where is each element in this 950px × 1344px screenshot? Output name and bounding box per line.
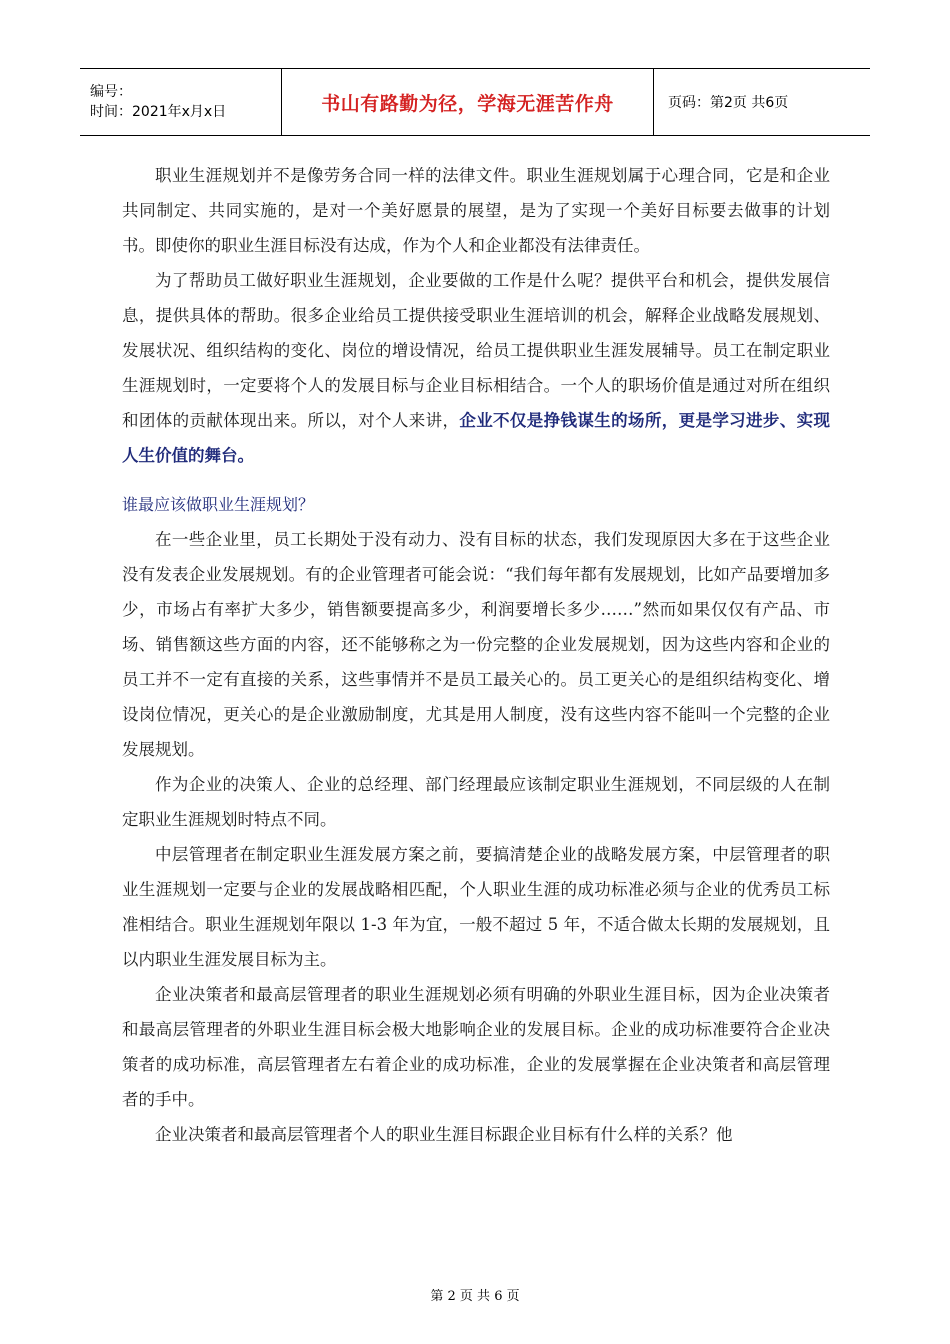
motto-text: 书山有路勤为径，学海无涯苦作舟 — [321, 92, 614, 115]
number-label: 编号： — [90, 84, 132, 100]
header-page-info — [654, 69, 870, 135]
paragraph-3: 在一些企业里，员工长期处于没有动力、没有目标的状态，我们发现原因大多在于这些企业没有发表企业发展规划。有的企业管理者可能会说：“我们每年都有发展规划，比如产品要增加多少，市场占有率扩大多少，销售额要提高多少，利润要增长多少……”然而如果仅仅有产品、市场、销售额这些方面的内容，还不能够称之为一份完整的企业发展规划，因为这些内容和企业的员工并不一定有直接的关系，这些事情并不是员工最关心的。员工更关心的是组织结构变化、增设岗位情况，更关心的是企业激励制度，尤其是用人制度，没有这些内容不能叫一个完整的企业发展规划。 — [122, 530, 830, 759]
paragraph-4: 作为企业的决策人、企业的总经理、部门经理最应该制定职业生涯规划，不同层级的人在制定职业生涯规划时特点不同。 — [122, 775, 830, 829]
paragraph-1: 职业生涯规划并不是像劳务合同一样的法律文件。职业生涯规划属于心理合同，它是和企业共同制定、共同实施的，是对一个美好愿景的展望，是为了实现一个美好目标要去做事的计划书。即使你的职业生涯目标没有达成，作为个人和企业都没有法律责任。 — [122, 166, 830, 255]
page-info-text: 页码：第2页 共6页 — [668, 95, 789, 111]
header-motto — [282, 69, 654, 135]
header-meta — [80, 69, 282, 135]
time-label: 时间：2021年x月x日 — [90, 104, 227, 120]
paragraph-2 — [122, 263, 830, 473]
paragraph-5: 中层管理者在制定职业生涯发展方案之前，要搞清楚企业的战略发展方案，中层管理者的职业生涯规划一定要与企业的发展战略相匹配，个人职业生涯的成功标准必须与企业的优秀员工标准相结合。职业生涯规划年限以 1-3 年为宜，一般不超过 5 年，不适合做太长期的发展规划，且以内职业生涯发展目标为主。 — [122, 845, 830, 969]
document-body — [122, 158, 830, 1152]
footer-page-number: 第 2 页 共 6 页 — [430, 1289, 520, 1304]
page-footer — [0, 1285, 950, 1304]
paragraph-7: 企业决策者和最高层管理者个人的职业生涯目标跟企业目标有什么样的关系？他 — [155, 1125, 733, 1144]
paragraph-2-text: 为了帮助员工做好职业生涯规划，企业要做的工作是什么呢？提供平台和机会，提供发展信息，提供具体的帮助。很多企业给员工提供接受职业生涯培训的机会，解释企业战略发展规划、发展状况、组织结构的变化、岗位的增设情况，给员工提供职业生涯发展辅导。员工在制定职业生涯规划时，一定要将个人的发展目标与企业目标相结合。一个人的职场价值是通过对所在组织和团体的贡献体现出来。所以，对个人来讲， — [122, 271, 830, 430]
page-header — [80, 68, 870, 136]
section-title: 谁最应该做职业生涯规划？ — [122, 495, 315, 514]
paragraph-2-emphasis: 企业不仅是挣钱谋生的场所，更是学习进步、实现人生价值的舞台。 — [122, 411, 831, 465]
paragraph-6: 企业决策者和最高层管理者的职业生涯规划必须有明确的外职业生涯目标，因为企业决策者和最高层管理者的外职业生涯目标会极大地影响企业的发展目标。企业的成功标准要符合企业决策者的成功标准，高层管理者左右着企业的成功标准，企业的发展掌握在企业决策者和高层管理者的手中。 — [122, 985, 830, 1109]
